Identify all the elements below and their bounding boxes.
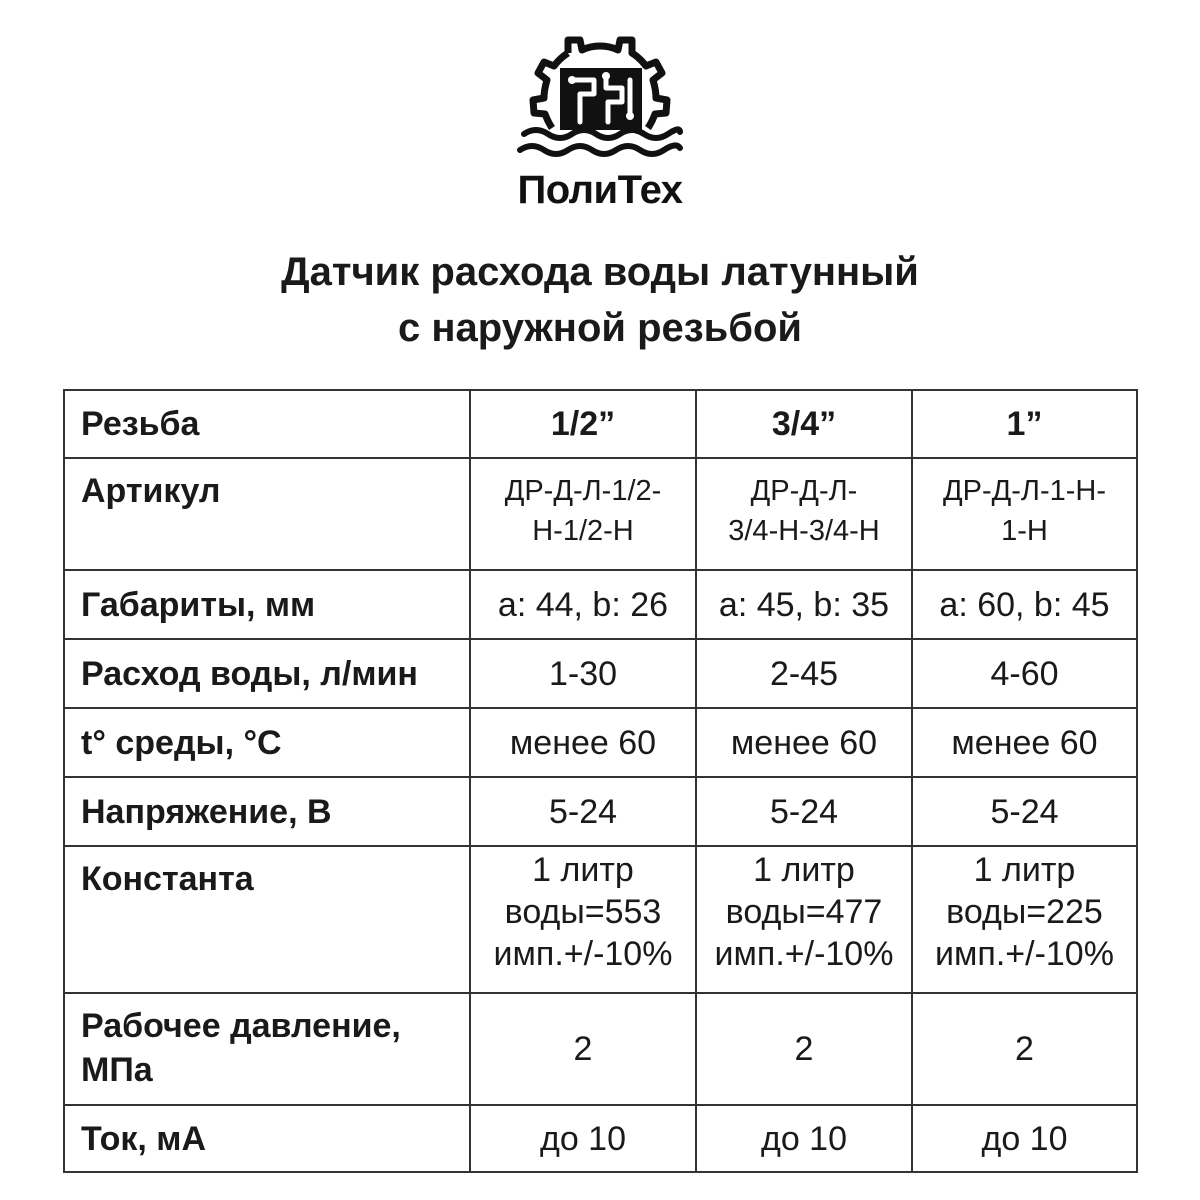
header-cell: 3/4” (696, 390, 912, 458)
table-row (64, 570, 1137, 639)
header-cell: 1/2” (470, 390, 696, 458)
table-cell: 5-24 (470, 777, 696, 846)
row-label: Ток, мА (64, 1105, 470, 1172)
company-logo (510, 18, 690, 213)
table-cell: a: 60, b: 45 (912, 570, 1137, 639)
row-label: Расход воды, л/мин (64, 639, 470, 708)
table-cell: a: 44, b: 26 (470, 570, 696, 639)
table-row (64, 458, 1137, 570)
table-cell: до 10 (470, 1105, 696, 1172)
company-name: ПолиТех (517, 168, 683, 212)
table-cell: менее 60 (696, 708, 912, 777)
table-row (64, 993, 1137, 1105)
table-row (64, 1105, 1137, 1172)
table-cell: 2 (696, 993, 912, 1105)
row-label: Артикул (64, 458, 470, 570)
table-cell: 2 (470, 993, 696, 1105)
table-row (64, 708, 1137, 777)
table-cell: 1-30 (470, 639, 696, 708)
gear-circuit-waves-logo-icon (510, 18, 690, 168)
table-cell: 4-60 (912, 639, 1137, 708)
table-cell: 1 литр воды=477 имп.+/-10% (696, 846, 912, 993)
title-line-2: с наружной резьбой (398, 306, 802, 350)
table-cell: 2 (912, 993, 1137, 1105)
page-title (0, 244, 1200, 356)
table-cell: до 10 (912, 1105, 1137, 1172)
header-label: Резьба (64, 390, 470, 458)
row-label: Рабочее давление, МПа (64, 993, 470, 1105)
table-cell: ДР-Д-Л-1-Н- 1-Н (912, 458, 1137, 570)
table-cell: до 10 (696, 1105, 912, 1172)
row-label: Напряжение, В (64, 777, 470, 846)
header-cell: 1” (912, 390, 1137, 458)
table-cell: 2-45 (696, 639, 912, 708)
table-cell: 5-24 (912, 777, 1137, 846)
spec-table (63, 389, 1138, 1173)
table-row (64, 639, 1137, 708)
row-label: Константа (64, 846, 470, 993)
table-cell: a: 45, b: 35 (696, 570, 912, 639)
row-label: t° среды, °С (64, 708, 470, 777)
table-row (64, 846, 1137, 993)
table-header-row (64, 390, 1137, 458)
table-cell: менее 60 (470, 708, 696, 777)
table-cell: 1 литр воды=553 имп.+/-10% (470, 846, 696, 993)
table-cell: ДР-Д-Л- 3/4-Н-3/4-Н (696, 458, 912, 570)
table-cell: 5-24 (696, 777, 912, 846)
row-label: Габариты, мм (64, 570, 470, 639)
table-cell: 1 литр воды=225 имп.+/-10% (912, 846, 1137, 993)
table-cell: ДР-Д-Л-1/2- Н-1/2-Н (470, 458, 696, 570)
table-row (64, 777, 1137, 846)
table-cell: менее 60 (912, 708, 1137, 777)
title-line-1: Датчик расхода воды латунный (281, 250, 919, 294)
